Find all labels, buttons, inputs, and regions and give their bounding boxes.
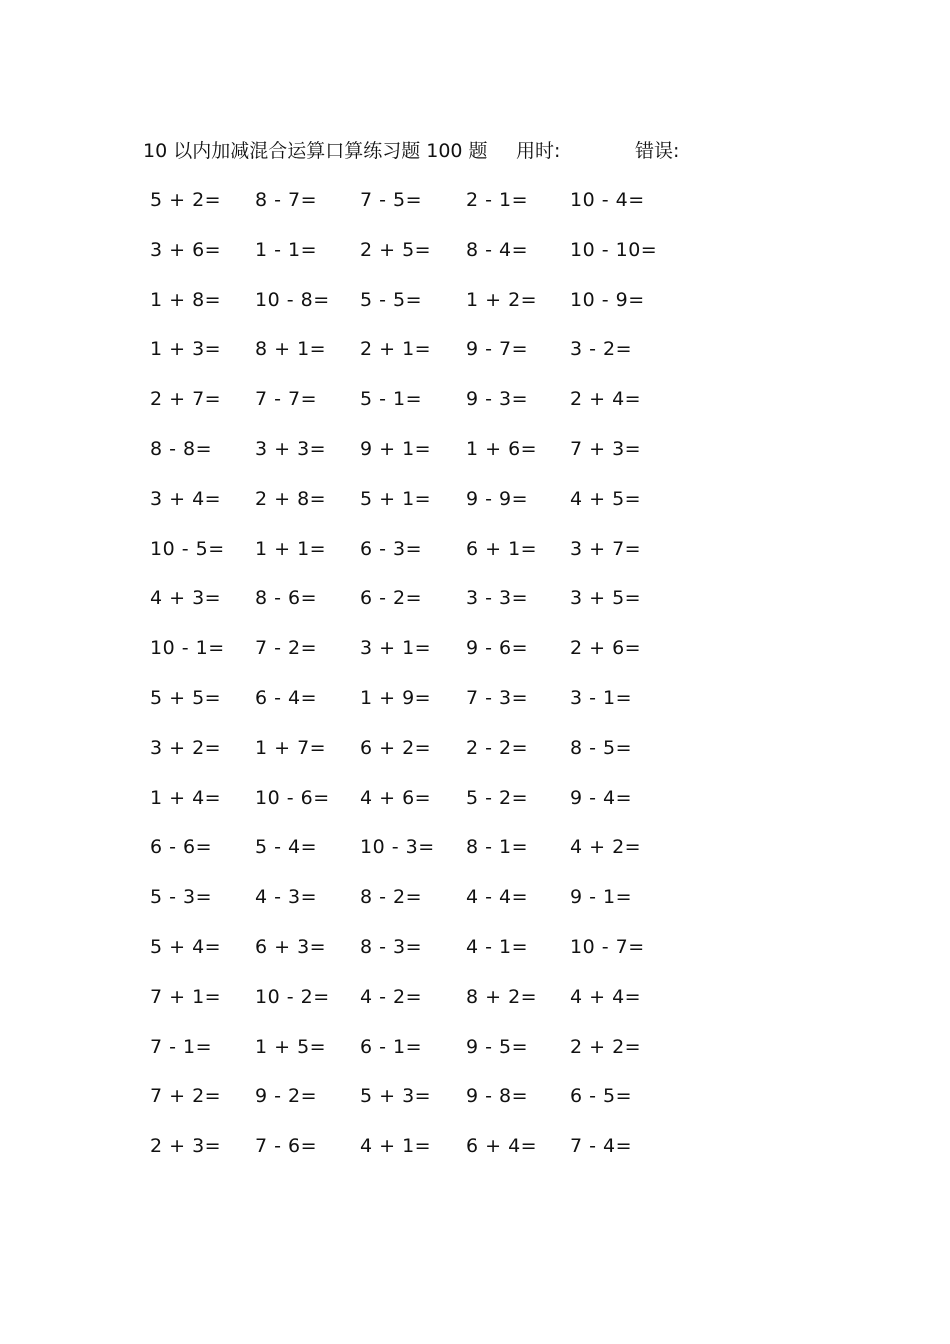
math-problem: 4 + 2= bbox=[570, 836, 642, 859]
problem-row bbox=[140, 783, 680, 833]
errors-label: 错误: bbox=[635, 140, 680, 162]
math-problem: 5 - 4= bbox=[255, 836, 318, 859]
math-problem: 8 - 6= bbox=[255, 587, 318, 610]
math-problem: 7 - 7= bbox=[255, 388, 318, 411]
math-problem: 3 + 3= bbox=[255, 437, 327, 460]
math-problem: 9 - 3= bbox=[466, 388, 529, 411]
math-problem: 2 + 1= bbox=[360, 338, 432, 361]
math-problem: 9 - 8= bbox=[466, 1085, 529, 1108]
math-problem: 1 + 6= bbox=[466, 437, 538, 460]
math-problem: 8 - 2= bbox=[360, 886, 423, 909]
math-problem: 3 - 1= bbox=[570, 686, 633, 709]
problem-row bbox=[140, 285, 680, 335]
math-problem: 1 + 7= bbox=[255, 736, 327, 759]
math-problem: 1 + 4= bbox=[150, 786, 222, 809]
math-problem: 2 + 7= bbox=[150, 388, 222, 411]
problem-row bbox=[140, 583, 680, 633]
math-problem: 8 - 1= bbox=[466, 836, 529, 859]
math-problem: 4 + 1= bbox=[360, 1135, 432, 1158]
problem-row bbox=[140, 832, 680, 882]
time-used-label: 用时: bbox=[516, 140, 561, 162]
math-problem: 9 - 4= bbox=[570, 786, 633, 809]
math-problem: 8 - 8= bbox=[150, 437, 213, 460]
math-problem: 7 - 1= bbox=[150, 1035, 213, 1058]
math-problem: 8 - 5= bbox=[570, 736, 633, 759]
math-problem: 3 + 6= bbox=[150, 238, 222, 261]
math-problem: 2 + 3= bbox=[150, 1135, 222, 1158]
problem-row bbox=[140, 434, 680, 484]
math-problem: 5 + 5= bbox=[150, 686, 222, 709]
math-problem: 3 + 7= bbox=[570, 537, 642, 560]
math-problem: 7 - 6= bbox=[255, 1135, 318, 1158]
math-problem: 1 - 1= bbox=[255, 238, 318, 261]
math-problem: 7 - 4= bbox=[570, 1135, 633, 1158]
math-problem: 2 - 2= bbox=[466, 736, 529, 759]
math-problem: 3 + 2= bbox=[150, 736, 222, 759]
math-problem: 10 - 8= bbox=[255, 288, 330, 311]
math-problem: 6 - 5= bbox=[570, 1085, 633, 1108]
math-problem: 2 + 2= bbox=[570, 1035, 642, 1058]
math-problem: 7 + 2= bbox=[150, 1085, 222, 1108]
math-problem: 10 - 4= bbox=[570, 189, 645, 211]
math-problem: 10 - 5= bbox=[150, 537, 225, 560]
math-problem: 8 + 2= bbox=[466, 985, 538, 1008]
math-problem: 6 + 3= bbox=[255, 935, 327, 958]
math-problem: 1 + 3= bbox=[150, 338, 222, 361]
math-problem: 9 + 1= bbox=[360, 437, 432, 460]
math-problem: 7 + 1= bbox=[150, 985, 222, 1008]
math-problem: 6 - 2= bbox=[360, 587, 423, 610]
math-problem: 10 - 2= bbox=[255, 985, 330, 1008]
math-problem: 7 + 3= bbox=[570, 437, 642, 460]
problem-row bbox=[140, 384, 680, 434]
math-problem: 10 - 7= bbox=[570, 935, 645, 958]
math-problem: 4 + 6= bbox=[360, 786, 432, 809]
math-problem: 4 - 2= bbox=[360, 985, 423, 1008]
math-problem: 1 + 8= bbox=[150, 288, 222, 311]
math-problem: 8 - 7= bbox=[255, 189, 318, 211]
math-problem: 5 + 1= bbox=[360, 487, 432, 510]
math-problem: 4 - 4= bbox=[466, 886, 529, 909]
math-problem: 5 - 5= bbox=[360, 288, 423, 311]
math-problem: 10 - 10= bbox=[570, 238, 658, 261]
math-problem: 1 + 2= bbox=[466, 288, 538, 311]
math-problem: 10 - 1= bbox=[150, 637, 225, 660]
math-problem: 3 + 5= bbox=[570, 587, 642, 610]
math-problem: 2 + 8= bbox=[255, 487, 327, 510]
problem-row bbox=[140, 882, 680, 932]
math-problem: 2 - 1= bbox=[466, 189, 529, 211]
math-problem: 7 - 5= bbox=[360, 189, 423, 211]
math-problem: 6 + 1= bbox=[466, 537, 538, 560]
math-problem: 2 + 5= bbox=[360, 238, 432, 261]
problem-row bbox=[140, 334, 680, 384]
math-problem: 5 + 2= bbox=[150, 189, 222, 211]
problem-row bbox=[140, 1032, 680, 1082]
math-problem: 4 + 3= bbox=[150, 587, 222, 610]
math-problem: 7 - 2= bbox=[255, 637, 318, 660]
math-problem: 3 + 4= bbox=[150, 487, 222, 510]
math-problem: 9 - 5= bbox=[466, 1035, 529, 1058]
problem-row bbox=[140, 534, 680, 584]
math-problem: 5 + 3= bbox=[360, 1085, 432, 1108]
math-problem: 1 + 9= bbox=[360, 686, 432, 709]
math-problem: 2 + 6= bbox=[570, 637, 642, 660]
problem-row bbox=[140, 633, 680, 683]
math-problem: 6 - 3= bbox=[360, 537, 423, 560]
math-problem: 6 - 4= bbox=[255, 686, 318, 709]
math-problem: 4 + 4= bbox=[570, 985, 642, 1008]
math-problem: 1 + 5= bbox=[255, 1035, 327, 1058]
problem-row bbox=[140, 982, 680, 1032]
math-problem: 6 + 4= bbox=[466, 1135, 538, 1158]
math-problem: 10 - 9= bbox=[570, 288, 645, 311]
math-problem: 3 + 1= bbox=[360, 637, 432, 660]
math-problem: 9 - 1= bbox=[570, 886, 633, 909]
math-problem: 7 - 3= bbox=[466, 686, 529, 709]
math-problem: 1 + 1= bbox=[255, 537, 327, 560]
math-problem: 8 - 3= bbox=[360, 935, 423, 958]
math-problem: 3 - 3= bbox=[466, 587, 529, 610]
problem-row bbox=[140, 1081, 680, 1131]
math-problem: 2 + 4= bbox=[570, 388, 642, 411]
problem-row bbox=[140, 185, 680, 235]
math-problem: 6 + 2= bbox=[360, 736, 432, 759]
math-problem: 9 - 9= bbox=[466, 487, 529, 510]
math-problem: 4 + 5= bbox=[570, 487, 642, 510]
math-problem: 10 - 6= bbox=[255, 786, 330, 809]
problem-row bbox=[140, 733, 680, 783]
math-problem: 6 - 6= bbox=[150, 836, 213, 859]
math-problem: 9 - 6= bbox=[466, 637, 529, 660]
math-problem: 5 - 3= bbox=[150, 886, 213, 909]
problem-row bbox=[140, 235, 680, 285]
problem-row bbox=[140, 1131, 680, 1181]
math-problem: 4 - 3= bbox=[255, 886, 318, 909]
math-problem: 9 - 7= bbox=[466, 338, 529, 361]
math-problem: 10 - 3= bbox=[360, 836, 435, 859]
math-problem: 8 + 1= bbox=[255, 338, 327, 361]
math-problem: 5 + 4= bbox=[150, 935, 222, 958]
math-problem: 5 - 1= bbox=[360, 388, 423, 411]
problem-grid bbox=[140, 185, 680, 1181]
math-problem: 3 - 2= bbox=[570, 338, 633, 361]
math-problem: 8 - 4= bbox=[466, 238, 529, 261]
problem-row bbox=[140, 484, 680, 534]
math-problem: 6 - 1= bbox=[360, 1035, 423, 1058]
problem-row bbox=[140, 932, 680, 982]
math-problem: 9 - 2= bbox=[255, 1085, 318, 1108]
math-problem: 5 - 2= bbox=[466, 786, 529, 809]
problem-row bbox=[140, 683, 680, 733]
worksheet-title: 10 以内加减混合运算口算练习题 100 题 bbox=[143, 140, 488, 162]
math-problem: 4 - 1= bbox=[466, 935, 529, 958]
